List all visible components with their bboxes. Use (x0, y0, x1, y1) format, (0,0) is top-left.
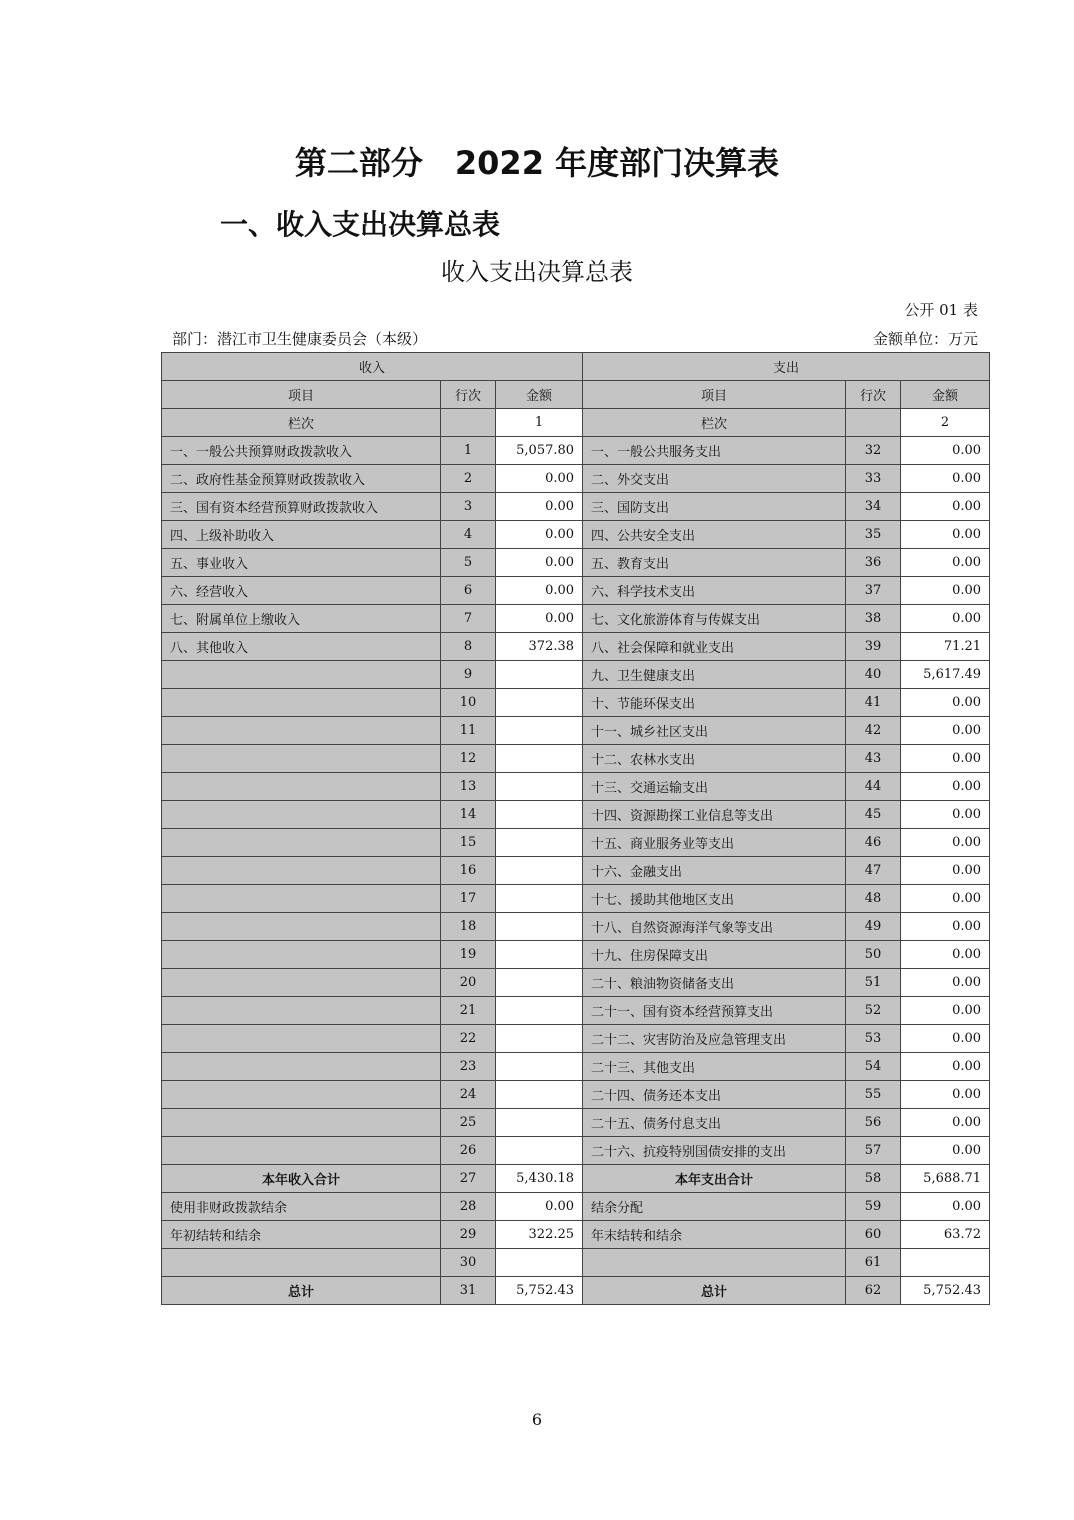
table-row (162, 1277, 990, 1305)
income-amount-cell: 5,752.43 (496, 1277, 583, 1305)
income-rowno-cell: 28 (441, 1193, 496, 1221)
income-rowno-cell: 30 (441, 1249, 496, 1277)
income-item-cell (162, 745, 441, 773)
expense-item-cell: 四、公共安全支出 (583, 521, 846, 549)
expense-rowno-cell: 51 (846, 969, 901, 997)
expense-rowno-cell: 57 (846, 1137, 901, 1165)
expense-item-cell (583, 1249, 846, 1277)
income-rowno-cell: 24 (441, 1081, 496, 1109)
table-row (162, 689, 990, 717)
expense-rowno-cell: 53 (846, 1025, 901, 1053)
expense-amount-cell: 0.00 (901, 1081, 990, 1109)
income-item-cell (162, 857, 441, 885)
expense-rowno-cell: 32 (846, 437, 901, 465)
table-row (162, 521, 990, 549)
income-amount-cell (496, 1053, 583, 1081)
income-rowno-cell: 14 (441, 801, 496, 829)
expense-item-cell: 二十四、债务还本支出 (583, 1081, 846, 1109)
expense-amount-cell (901, 1249, 990, 1277)
income-rowno-cell: 10 (441, 689, 496, 717)
table-row (162, 549, 990, 577)
expense-amount-header: 金额 (901, 381, 990, 409)
income-amount-cell (496, 857, 583, 885)
income-amount-cell: 0.00 (496, 1193, 583, 1221)
income-amount-cell: 5,430.18 (496, 1165, 583, 1193)
expense-rowno-cell: 33 (846, 465, 901, 493)
table-row (162, 773, 990, 801)
income-rowno-cell: 15 (441, 829, 496, 857)
income-rowno-cell: 6 (441, 577, 496, 605)
expense-item-cell: 十三、交通运输支出 (583, 773, 846, 801)
header-row-sections (162, 353, 990, 381)
income-amount-cell (496, 801, 583, 829)
expense-amount-cell: 0.00 (901, 913, 990, 941)
table-row (162, 1081, 990, 1109)
expense-rowno-cell: 45 (846, 801, 901, 829)
expense-column-label: 栏次 (583, 409, 846, 437)
expense-item-cell: 二十、粮油物资储备支出 (583, 969, 846, 997)
expense-amount-cell: 0.00 (901, 493, 990, 521)
income-item-cell: 一、一般公共预算财政拨款收入 (162, 437, 441, 465)
income-amount-cell (496, 689, 583, 717)
income-column-number: 1 (496, 409, 583, 437)
expense-amount-cell: 5,688.71 (901, 1165, 990, 1193)
table-row (162, 493, 990, 521)
expense-item-cell: 十六、金融支出 (583, 857, 846, 885)
income-amount-cell (496, 829, 583, 857)
expense-item-cell: 二、外交支出 (583, 465, 846, 493)
income-amount-cell (496, 1137, 583, 1165)
expense-column-number: 2 (901, 409, 990, 437)
income-item-header: 项目 (162, 381, 441, 409)
expense-amount-cell: 0.00 (901, 717, 990, 745)
expense-rowno-cell: 36 (846, 549, 901, 577)
income-rowno-cell: 11 (441, 717, 496, 745)
expense-amount-cell: 0.00 (901, 1025, 990, 1053)
table-row (162, 1249, 990, 1277)
expense-column-blank (846, 409, 901, 437)
expense-amount-cell: 0.00 (901, 549, 990, 577)
table-row (162, 605, 990, 633)
income-item-cell: 七、附属单位上缴收入 (162, 605, 441, 633)
expense-rowno-cell: 40 (846, 661, 901, 689)
expense-amount-cell: 63.72 (901, 1221, 990, 1249)
income-rowno-cell: 25 (441, 1109, 496, 1137)
income-amount-cell (496, 997, 583, 1025)
table-row (162, 1165, 990, 1193)
income-amount-cell (496, 941, 583, 969)
income-item-cell (162, 941, 441, 969)
expense-amount-cell: 0.00 (901, 941, 990, 969)
income-rowno-cell: 26 (441, 1137, 496, 1165)
expense-rowno-cell: 61 (846, 1249, 901, 1277)
expense-item-cell: 十、节能环保支出 (583, 689, 846, 717)
income-amount-cell (496, 1025, 583, 1053)
expense-rowno-cell: 39 (846, 633, 901, 661)
income-column-label: 栏次 (162, 409, 441, 437)
expense-amount-cell: 0.00 (901, 1053, 990, 1081)
income-rowno-cell: 5 (441, 549, 496, 577)
income-rowno-cell: 12 (441, 745, 496, 773)
income-rowno-cell: 31 (441, 1277, 496, 1305)
expense-item-cell: 十二、农林水支出 (583, 745, 846, 773)
form-code: 公开 01 表 (904, 301, 978, 319)
income-rowno-cell: 4 (441, 521, 496, 549)
income-item-cell: 八、其他收入 (162, 633, 441, 661)
income-rowno-cell: 20 (441, 969, 496, 997)
income-amount-header: 金额 (496, 381, 583, 409)
income-item-cell (162, 829, 441, 857)
income-amount-cell: 0.00 (496, 577, 583, 605)
expense-rowno-cell: 55 (846, 1081, 901, 1109)
table-row (162, 1109, 990, 1137)
income-rowno-cell: 27 (441, 1165, 496, 1193)
expense-amount-cell: 0.00 (901, 437, 990, 465)
income-amount-cell: 0.00 (496, 605, 583, 633)
income-amount-cell (496, 773, 583, 801)
expense-rowno-cell: 34 (846, 493, 901, 521)
income-amount-cell (496, 969, 583, 997)
expense-amount-cell: 0.00 (901, 745, 990, 773)
income-rowno-cell: 22 (441, 1025, 496, 1053)
expense-amount-cell: 0.00 (901, 801, 990, 829)
expense-item-cell: 二十二、灾害防治及应急管理支出 (583, 1025, 846, 1053)
table-row (162, 885, 990, 913)
income-rowno-cell: 29 (441, 1221, 496, 1249)
income-item-cell: 五、事业收入 (162, 549, 441, 577)
income-item-cell (162, 1081, 441, 1109)
expense-amount-cell: 0.00 (901, 997, 990, 1025)
income-item-cell (162, 1053, 441, 1081)
expense-item-cell: 十五、商业服务业等支出 (583, 829, 846, 857)
expense-item-cell: 结余分配 (583, 1193, 846, 1221)
expense-item-cell: 五、教育支出 (583, 549, 846, 577)
expense-item-cell: 二十一、国有资本经营预算支出 (583, 997, 846, 1025)
expense-item-cell: 六、科学技术支出 (583, 577, 846, 605)
expense-rowno-cell: 60 (846, 1221, 901, 1249)
expense-amount-cell: 0.00 (901, 689, 990, 717)
income-item-cell: 六、经营收入 (162, 577, 441, 605)
income-amount-cell: 0.00 (496, 493, 583, 521)
expense-rowno-cell: 62 (846, 1277, 901, 1305)
income-amount-cell (496, 913, 583, 941)
expense-item-cell: 十一、城乡社区支出 (583, 717, 846, 745)
income-item-cell (162, 1025, 441, 1053)
expense-item-cell: 三、国防支出 (583, 493, 846, 521)
table-row (162, 1221, 990, 1249)
expense-item-cell: 十四、资源勘探工业信息等支出 (583, 801, 846, 829)
expense-item-cell: 十七、援助其他地区支出 (583, 885, 846, 913)
income-expense-table (161, 352, 990, 1305)
department-label: 部门：潜江市卫生健康委员会（本级） (172, 330, 428, 348)
expense-rowno-cell: 44 (846, 773, 901, 801)
expense-item-cell: 总计 (583, 1277, 846, 1305)
table-row (162, 577, 990, 605)
table-row (162, 1193, 990, 1221)
table-row (162, 661, 990, 689)
expense-amount-cell: 0.00 (901, 1193, 990, 1221)
income-item-cell (162, 689, 441, 717)
income-rowno-cell: 2 (441, 465, 496, 493)
expense-rowno-cell: 47 (846, 857, 901, 885)
income-rowno-cell: 19 (441, 941, 496, 969)
income-rowno-cell: 13 (441, 773, 496, 801)
income-amount-cell (496, 885, 583, 913)
income-item-cell (162, 1249, 441, 1277)
table-row (162, 857, 990, 885)
income-item-cell (162, 1109, 441, 1137)
table-title: 收入支出决算总表 (441, 258, 633, 286)
expense-rowno-header: 行次 (846, 381, 901, 409)
table-row (162, 969, 990, 997)
income-item-cell (162, 913, 441, 941)
income-rowno-cell: 18 (441, 913, 496, 941)
expense-rowno-cell: 52 (846, 997, 901, 1025)
income-amount-cell: 0.00 (496, 549, 583, 577)
table-row (162, 801, 990, 829)
income-item-cell (162, 717, 441, 745)
expense-item-cell: 年末结转和结余 (583, 1221, 846, 1249)
table-row (162, 437, 990, 465)
table-row (162, 829, 990, 857)
income-amount-cell (496, 745, 583, 773)
income-amount-cell (496, 1109, 583, 1137)
income-item-cell (162, 773, 441, 801)
expense-rowno-cell: 54 (846, 1053, 901, 1081)
table-row (162, 1025, 990, 1053)
income-column-blank (441, 409, 496, 437)
part-title: 第二部分 2022 年度部门决算表 (294, 144, 780, 182)
income-amount-cell: 372.38 (496, 633, 583, 661)
table-row (162, 745, 990, 773)
expense-rowno-cell: 42 (846, 717, 901, 745)
income-amount-cell (496, 661, 583, 689)
income-item-cell: 年初结转和结余 (162, 1221, 441, 1249)
expense-rowno-cell: 58 (846, 1165, 901, 1193)
income-rowno-header: 行次 (441, 381, 496, 409)
income-item-cell (162, 885, 441, 913)
income-rowno-cell: 16 (441, 857, 496, 885)
expense-rowno-cell: 43 (846, 745, 901, 773)
income-rowno-cell: 8 (441, 633, 496, 661)
income-amount-cell (496, 717, 583, 745)
income-rowno-cell: 7 (441, 605, 496, 633)
expense-rowno-cell: 59 (846, 1193, 901, 1221)
expense-amount-cell: 5,617.49 (901, 661, 990, 689)
income-item-cell: 总计 (162, 1277, 441, 1305)
income-amount-cell (496, 1249, 583, 1277)
income-header: 收入 (162, 353, 583, 381)
expense-amount-cell: 0.00 (901, 969, 990, 997)
income-amount-cell: 0.00 (496, 521, 583, 549)
income-item-cell (162, 969, 441, 997)
unit-label: 金额单位：万元 (872, 330, 978, 348)
expense-rowno-cell: 37 (846, 577, 901, 605)
income-rowno-cell: 21 (441, 997, 496, 1025)
income-item-cell: 三、国有资本经营预算财政拨款收入 (162, 493, 441, 521)
expense-amount-cell: 0.00 (901, 605, 990, 633)
header-row-column-numbers (162, 409, 990, 437)
section-title: 一、收入支出决算总表 (220, 208, 501, 241)
expense-amount-cell: 0.00 (901, 885, 990, 913)
header-row-columns (162, 381, 990, 409)
table-row (162, 1053, 990, 1081)
income-item-cell (162, 661, 441, 689)
expense-item-cell: 一、一般公共服务支出 (583, 437, 846, 465)
table-row (162, 941, 990, 969)
expense-amount-cell: 0.00 (901, 857, 990, 885)
expense-item-cell: 十八、自然资源海洋气象等支出 (583, 913, 846, 941)
expense-item-cell: 本年支出合计 (583, 1165, 846, 1193)
expense-rowno-cell: 38 (846, 605, 901, 633)
income-amount-cell: 322.25 (496, 1221, 583, 1249)
income-item-cell: 本年收入合计 (162, 1165, 441, 1193)
expense-amount-cell: 0.00 (901, 829, 990, 857)
expense-header: 支出 (583, 353, 990, 381)
expense-rowno-cell: 56 (846, 1109, 901, 1137)
expense-rowno-cell: 41 (846, 689, 901, 717)
expense-item-cell: 二十六、抗疫特别国债安排的支出 (583, 1137, 846, 1165)
expense-amount-cell: 0.00 (901, 577, 990, 605)
expense-amount-cell: 0.00 (901, 521, 990, 549)
expense-item-cell: 十九、住房保障支出 (583, 941, 846, 969)
expense-item-header: 项目 (583, 381, 846, 409)
table-row (162, 997, 990, 1025)
income-item-cell: 四、上级补助收入 (162, 521, 441, 549)
expense-rowno-cell: 46 (846, 829, 901, 857)
income-amount-cell: 5,057.80 (496, 437, 583, 465)
page-number: 6 (531, 1410, 543, 1429)
expense-rowno-cell: 35 (846, 521, 901, 549)
table-row (162, 633, 990, 661)
expense-amount-cell: 5,752.43 (901, 1277, 990, 1305)
table-row (162, 465, 990, 493)
expense-amount-cell: 71.21 (901, 633, 990, 661)
income-rowno-cell: 3 (441, 493, 496, 521)
income-rowno-cell: 9 (441, 661, 496, 689)
income-item-cell: 二、政府性基金预算财政拨款收入 (162, 465, 441, 493)
expense-amount-cell: 0.00 (901, 1137, 990, 1165)
income-rowno-cell: 1 (441, 437, 496, 465)
expense-amount-cell: 0.00 (901, 465, 990, 493)
income-rowno-cell: 17 (441, 885, 496, 913)
expense-item-cell: 七、文化旅游体育与传媒支出 (583, 605, 846, 633)
expense-item-cell: 八、社会保障和就业支出 (583, 633, 846, 661)
income-item-cell (162, 1137, 441, 1165)
income-amount-cell: 0.00 (496, 465, 583, 493)
expense-amount-cell: 0.00 (901, 773, 990, 801)
table-row (162, 1137, 990, 1165)
income-rowno-cell: 23 (441, 1053, 496, 1081)
expense-item-cell: 二十五、债务付息支出 (583, 1109, 846, 1137)
income-amount-cell (496, 1081, 583, 1109)
expense-rowno-cell: 50 (846, 941, 901, 969)
expense-amount-cell: 0.00 (901, 1109, 990, 1137)
expense-rowno-cell: 48 (846, 885, 901, 913)
table-row (162, 913, 990, 941)
income-item-cell: 使用非财政拨款结余 (162, 1193, 441, 1221)
expense-rowno-cell: 49 (846, 913, 901, 941)
table-row (162, 717, 990, 745)
expense-item-cell: 九、卫生健康支出 (583, 661, 846, 689)
income-item-cell (162, 997, 441, 1025)
expense-item-cell: 二十三、其他支出 (583, 1053, 846, 1081)
income-item-cell (162, 801, 441, 829)
